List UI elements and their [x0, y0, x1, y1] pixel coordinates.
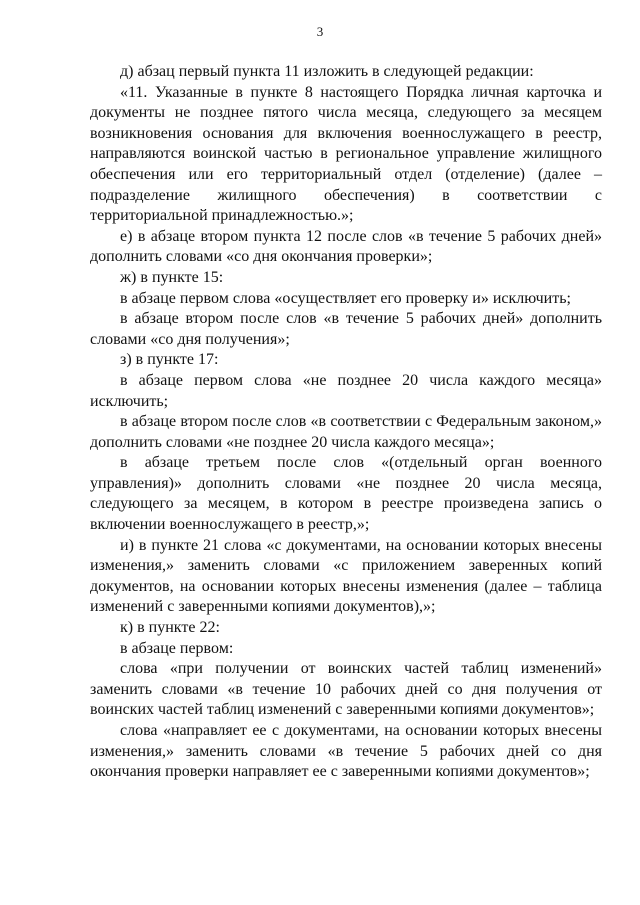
paragraph: в абзаце первом слова «осуществляет его проверку и» исключить; [120, 289, 571, 307]
document-body [90, 62, 602, 783]
paragraph: и) в пункте 21 слова «с документами, на основании которых внесены изменения,» заменить словами «с приложением заверенных копий документов, на основании которых внесены изменения (далее – таблица изменений с заверенными копиями документов),»; [90, 536, 602, 616]
paragraph: слова «при получении от воинских частей таблиц изменений» заменить словами «в течение 10 рабочих дней со дня получения от воинских частей таблиц изменений с заверенными копиями документов»; [90, 660, 602, 719]
paragraph: в абзаце первом слова «не позднее 20 числа каждого месяца» исключить; [90, 371, 602, 410]
paragraph: к) в пункте 22: [120, 619, 220, 637]
paragraph: ж) в пункте 15: [120, 268, 224, 286]
paragraph: в абзаце первом: [120, 639, 234, 657]
page-number: 3 [316, 24, 324, 39]
paragraph: е) в абзаце втором пункта 12 после слов «в течение 5 рабочих дней» дополнить словами «со дня окончания проверки»; [90, 227, 602, 266]
paragraph: в абзаце втором после слов «в течение 5 рабочих дней» дополнить словами «со дня получения»; [90, 310, 602, 348]
paragraph: «11. Указанные в пункте 8 настоящего Порядка личная карточка и документы не позднее пятого числа месяца, следующего за месяцем возникновения основания для включения военнослужащего в реестр, направляются воинской частью в региональное управление жилищного обеспечения или его территориальный отдел (отделение) (далее – подразделение жилищного обеспечения) в соответствии с территориальной принадлежностью.»; [90, 83, 602, 225]
paragraph: в абзаце втором после слов «в соответствии с Федеральным законом,» дополнить словами «не позднее 20 числа каждого месяца»; [90, 413, 602, 451]
paragraph: з) в пункте 17: [120, 351, 219, 369]
paragraph: слова «направляет ее с документами, на основании которых внесены изменения,» заменить словами «в течение 5 рабочих дней со дня окончания проверки направляет ее с заверенными копиями документов»; [90, 722, 602, 781]
paragraph: д) абзац первый пункта 11 изложить в следующей редакции: [120, 63, 534, 80]
paragraph: в абзаце третьем после слов «(отдельный орган военного управления)» дополнить словами «не позднее 20 числа месяца, следующего за месяцем, в котором в реестре произведена запись о включении военнослужащего в реестр,»; [90, 454, 602, 534]
